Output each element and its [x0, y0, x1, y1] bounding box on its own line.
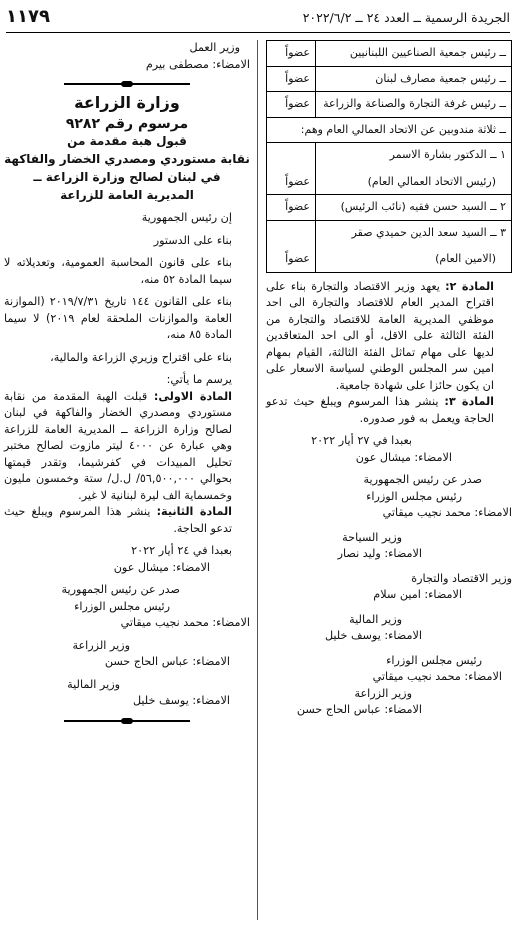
member-role: عضواً [267, 195, 316, 221]
member-name: ــ رئيس جمعية الصناعيين اللبنانيين [316, 41, 512, 67]
member-position: (الامين العام) [435, 252, 496, 265]
minister-title: وزير العمل [189, 41, 240, 54]
ministry-heading: وزارة الزراعة [74, 93, 180, 112]
minister-title: وزير الاقتصاد والتجارة [411, 571, 512, 585]
minister-title: وزير المالية [349, 612, 402, 626]
table-row [267, 143, 512, 195]
signature: الامضاء: محمد نجيب ميقاتي [382, 506, 512, 519]
decree-number: مرسوم رقم ٩٢٨٢ [65, 115, 189, 132]
minister-title: رئيس مجلس الوزراء [366, 489, 462, 503]
decree-subject: قبول هبة مقدمة من [67, 134, 187, 148]
member-name: ــ رئيس غرفة التجارة والصناعة والزراعة [316, 92, 512, 118]
section-divider [64, 716, 190, 726]
member-role: عضواً [267, 66, 316, 92]
signature: الامضاء: محمد نجيب ميقاتي [372, 670, 502, 683]
preamble-line: إن رئيس الجمهورية [141, 211, 232, 224]
page-number: ١١٧٩ [6, 6, 50, 27]
member-role: عضواً [267, 41, 316, 67]
minister-title: وزير الزراعة [354, 686, 412, 700]
member-role: عضواً [267, 143, 316, 195]
signature: الامضاء: ميشال عون [355, 450, 452, 464]
decree-date: بعبدا في ٢٤ أيار ٢٠٢٢ [131, 544, 232, 557]
right-column [266, 40, 512, 719]
article-2 [266, 279, 512, 395]
article-label: المادة ٢: [445, 279, 494, 293]
union-delegates-heading: ــ ثلاثة مندوبين عن الاتحاد العمالي العام وهم: [267, 117, 512, 143]
preamble-line: يرسم ما يأتي: [166, 373, 232, 386]
section-divider [64, 79, 190, 89]
minister-title: وزير السياحة [342, 530, 402, 544]
article-2 [4, 504, 250, 537]
signature: الامضاء: ميشال عون [113, 560, 210, 574]
member-name [316, 143, 512, 195]
issued-by: صدر عن رئيس الجمهورية [61, 583, 180, 596]
decree-subject: في لبنان لصالح وزارة الزراعة ــ [33, 170, 221, 184]
article-text: قبلت الهبة المقدمة من نقابة مستوردي ومصدري الخضار والفاكهة في لبنان لصالح وزارة الزراعة ــ المديرية العامة للزراعة وهي عبارة عن ٤٠٠٠ ليتر مازوت لصالح مختبر تحليل المبيدات في كفرشيما، وتقدر قيمتها بحوالي ٥٦,٥٠٠,٠٠٠/ ل.ل/ ستة وخمسون مليون وخمسماية الف ليرة لبنانية لا غير. [4, 389, 233, 502]
article-label: المادة الثانية: [156, 505, 233, 518]
signature: الامضاء: يوسف خليل [324, 629, 422, 642]
preamble-line: بناء على الدستور [153, 233, 232, 247]
signature: الامضاء: عباس الحاج حسن [104, 655, 230, 668]
table-row [267, 66, 512, 92]
council-members-table [266, 40, 512, 273]
member-name: ٢ ــ السيد حسن فقيه (نائب الرئيس) [316, 195, 512, 221]
signature: الامضاء: وليد نصار [337, 547, 422, 560]
decree-date: بعبدا في ٢٧ أيار ٢٠٢٢ [311, 434, 412, 447]
article-label: المادة الاولى: [153, 389, 233, 403]
member-name-line: ١ ــ الدكتور بشارة الاسمر [389, 148, 506, 161]
decree-subject: المديرية العامة للزراعة [60, 188, 194, 202]
member-position: (رئيس الاتحاد العمالي العام) [367, 174, 496, 188]
signature: الامضاء: محمد نجيب ميقاتي [120, 616, 250, 629]
table-row [267, 117, 512, 143]
article-3 [266, 394, 512, 427]
minister-title: رئيس مجلس الوزراء [74, 599, 170, 613]
page-header [6, 6, 510, 33]
decree-subject: نقابة مستوردي ومصدري الخضار والفاكهة [4, 152, 250, 166]
article-label: المادة ٣: [444, 395, 494, 408]
member-name [316, 220, 512, 272]
signature: الامضاء: عباس الحاج حسن [296, 703, 422, 716]
gazette-title: الجريدة الرسمية ــ العدد ٢٤ ــ ٢٠٢٢/٦/٢ [302, 10, 510, 25]
article-text: يعهد وزير الاقتصاد والتجارة بناء على اقتراح المدير العام للاقتصاد والتجارة الى احد موظفي المديرية العامة للاقتصاد والتجارة من الفئة الثالثة على الاقل، أو الى احد المتعاقدين لديها على مهام تماثل الفئة الثالثة، القيام بمهام امين سر المجلس الوطني لسياسة الاسعار على ان يكون حائزا على شهادة جامعية. [266, 279, 494, 392]
article-text: ينشر هذا المرسوم ويبلغ حيث تدعو الحاجة. [4, 505, 232, 535]
preamble-line: بناء على قانون المحاسبة العمومية، وتعديلاته لا سيما المادة ٥٢ منه، [4, 256, 232, 286]
minister-title: وزير الزراعة [72, 638, 130, 652]
minister-title: رئيس مجلس الوزراء [386, 653, 482, 667]
left-column [4, 40, 250, 732]
article-1 [4, 389, 250, 505]
member-name-line: ٣ ــ السيد سعد الدين حميدي صقر [351, 225, 506, 239]
signature: الامضاء: امين سلام [373, 588, 462, 601]
signature: الامضاء: مصطفى بيرم [145, 57, 250, 71]
member-role: عضواً [267, 220, 316, 272]
table-row [267, 92, 512, 118]
table-row [267, 195, 512, 221]
member-role: عضواً [267, 92, 316, 118]
article-text: ينشر هذا المرسوم ويبلغ حيث تدعو الحاجة ويعمل به فور صدوره. [266, 395, 494, 425]
preamble-line: بناء على اقتراح وزيري الزراعة والمالية، [50, 350, 232, 364]
issued-by: صدر عن رئيس الجمهورية [363, 473, 482, 486]
signature: الامضاء: يوسف خليل [132, 694, 230, 707]
table-row [267, 41, 512, 67]
minister-title: وزير المالية [67, 677, 120, 691]
table-row [267, 220, 512, 272]
preamble-line: بناء على القانون ١٤٤ تاريخ ٢٠١٩/٧/٣١ (الموازنة العامة والموازنات الملحقة لعام ٢٠١٩) لا سيما المادة ٨٥ منه، [4, 295, 232, 341]
member-name: ــ رئيس جمعية مصارف لبنان [316, 66, 512, 92]
column-divider [257, 40, 258, 920]
